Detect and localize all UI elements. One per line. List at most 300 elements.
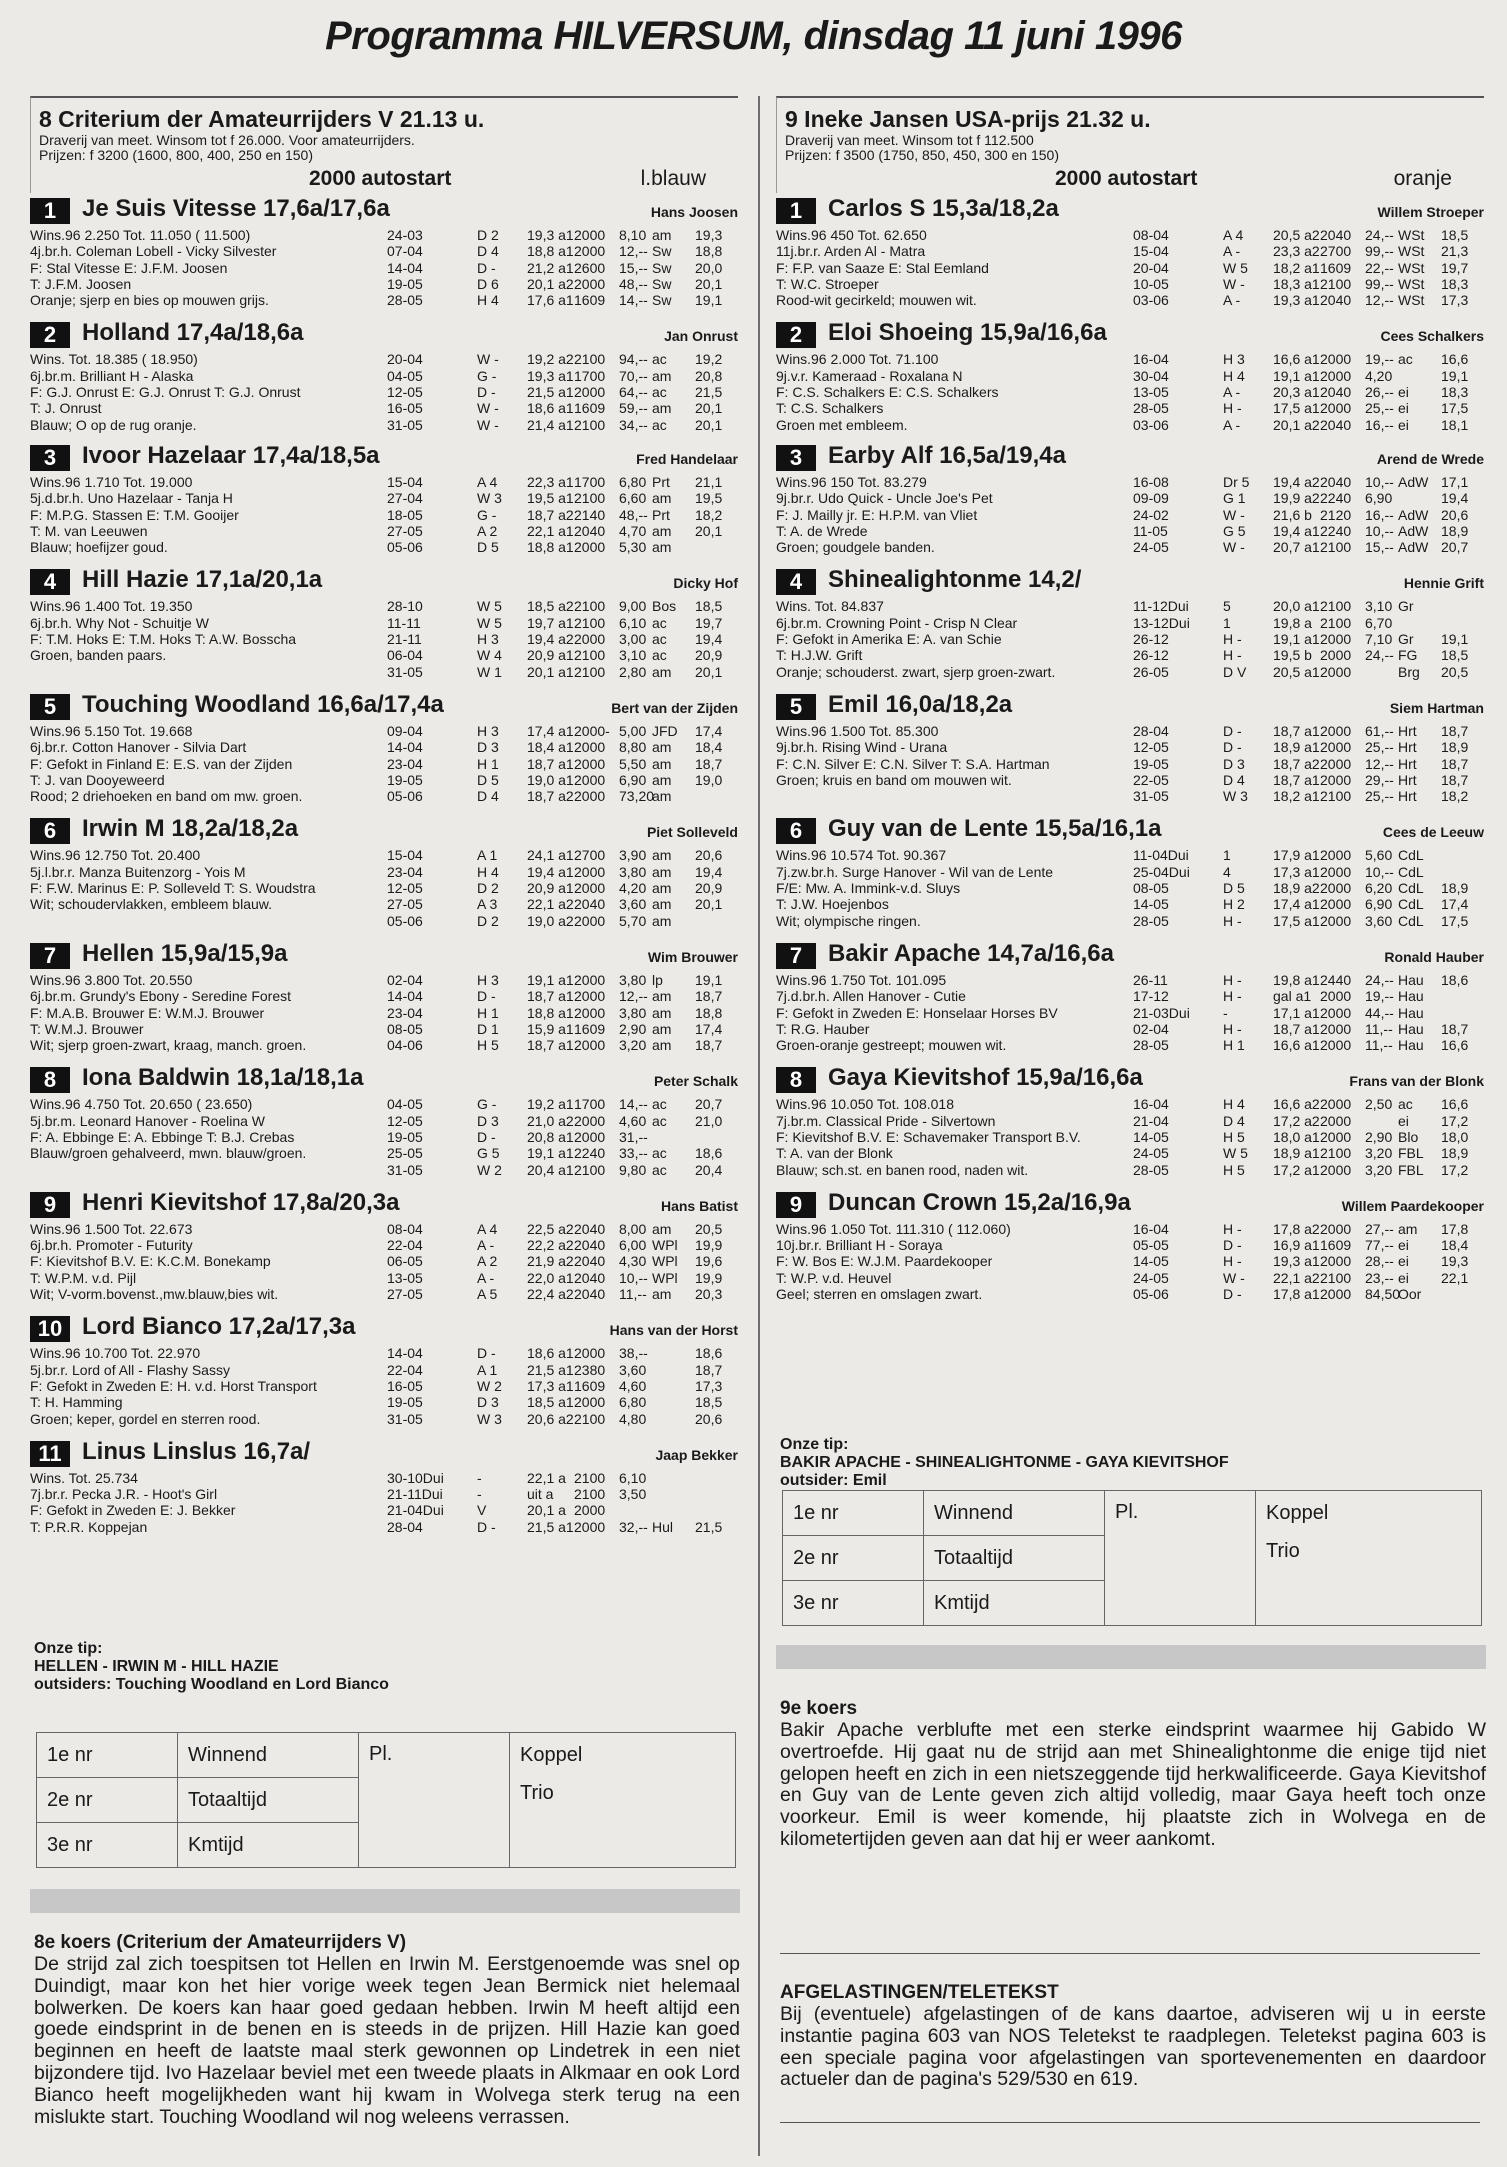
form-cell: 3,80: [619, 971, 647, 988]
race-8-column: [30, 96, 738, 1535]
form-cell: 2000-: [574, 722, 610, 739]
form-cell: 31-05: [387, 1410, 423, 1427]
form-cell: 09-09: [1133, 490, 1169, 507]
form-row: [387, 1502, 738, 1518]
form-row: [387, 368, 738, 384]
essay-title: 8e koers (Criterium der Amateurrijders V): [34, 1932, 407, 1953]
form-cell: 16,6 a1: [1273, 351, 1320, 368]
info-line: Groen; kruis en band om mouwen wit.: [776, 771, 1012, 788]
horse-entry: [30, 319, 738, 432]
form-cell: D 3: [1223, 755, 1245, 772]
form-cell: 18,9 a2: [1273, 880, 1320, 897]
form-row: [1133, 1253, 1484, 1269]
form-cell: 18-05: [387, 506, 423, 523]
form-cell: WPl: [652, 1253, 678, 1270]
form-cell: 12,--: [1365, 755, 1394, 772]
form-cell: 18,2 a1: [1273, 788, 1320, 805]
driver-name: Bert van der Zijden: [611, 699, 738, 716]
form-row: [1133, 972, 1484, 988]
form-cell: H -: [1223, 1020, 1242, 1037]
cell-kmtijd: Kmtijd: [178, 1823, 359, 1868]
form-cell: A -: [477, 1269, 495, 1286]
form-cell: H -: [1223, 1220, 1242, 1237]
form-row: [387, 384, 738, 400]
form-table: [1133, 351, 1484, 432]
form-cell: H -: [1223, 647, 1242, 664]
form-cell: 19,4: [695, 631, 723, 648]
form-cell: 19,0 a2: [527, 912, 574, 929]
form-cell: ac: [652, 1161, 667, 1178]
form-cell: H -: [1223, 631, 1242, 648]
form-row: [387, 292, 738, 308]
form-cell: 3,20: [1365, 1145, 1393, 1162]
form-cell: ac: [652, 1096, 667, 1113]
cell-pl: Pl.: [359, 1733, 510, 1868]
form-cell: 2700: [1320, 243, 1352, 260]
form-cell: 2440: [1320, 971, 1352, 988]
form-cell: 31-05: [387, 1161, 423, 1178]
driver-name: Siem Hartman: [1389, 699, 1484, 716]
form-cell: 33,--: [619, 1145, 648, 1162]
form-cell: 15-04: [387, 847, 423, 864]
column-divider: [758, 96, 760, 2156]
info-line: F: Gefokt in Zweden E: Honselaar Horses BV: [776, 1004, 1058, 1021]
cell-trio: Trio: [1256, 1536, 1482, 1626]
form-cell: 6,00: [619, 1237, 647, 1254]
form-cell: 5,50: [619, 755, 647, 772]
form-cell: 1700: [574, 367, 606, 384]
form-cell: 2000: [1320, 1286, 1352, 1303]
info-line: Wit; olympische ringen.: [776, 912, 921, 929]
cell-3e-nr: 3e nr: [37, 1823, 178, 1868]
form-cell: D 6: [477, 275, 499, 292]
form-cell: 25,--: [1365, 400, 1394, 417]
horse-info: [776, 1221, 1136, 1302]
horse-entry: [776, 1189, 1484, 1302]
form-cell: 23-04: [387, 755, 423, 772]
form-cell: H 4: [477, 292, 499, 309]
cancellation-notice: [780, 1982, 1486, 2091]
race-conditions: Draverij van meet. Winsom tot f 112.500: [785, 132, 1034, 148]
form-cell: 2040: [574, 896, 606, 913]
form-cell: D -: [477, 1518, 496, 1535]
start-number-badge: 1: [30, 198, 70, 224]
form-cell: 13-12Dui: [1133, 614, 1190, 631]
form-cell: 16-04: [1133, 351, 1169, 368]
form-cell: 18,3: [1441, 275, 1469, 292]
form-cell: 16,--: [1365, 506, 1394, 523]
form-cell: D -: [477, 384, 496, 401]
form-row: [1133, 1237, 1484, 1253]
form-cell: 3,20: [619, 1037, 647, 1054]
form-cell: W 5: [477, 614, 502, 631]
form-cell: 3,50: [619, 1486, 647, 1503]
form-cell: W 5: [1223, 1145, 1248, 1162]
form-cell: 18,4: [1441, 1237, 1469, 1254]
form-cell: W 2: [477, 1161, 502, 1178]
form-cell: am: [652, 1286, 672, 1303]
form-cell: 21,5 a1: [527, 384, 574, 401]
info-line: T: H. Hamming: [30, 1394, 123, 1411]
form-row: [387, 913, 738, 929]
form-row: [1133, 772, 1484, 788]
form-cell: Sw: [652, 275, 672, 292]
start-number-badge: 5: [30, 694, 70, 720]
form-cell: 18,6: [1441, 971, 1469, 988]
horse-info: [30, 474, 390, 555]
cell-totaaltijd: Totaaltijd: [178, 1778, 359, 1823]
form-table: [1133, 723, 1484, 804]
form-row: [1133, 227, 1484, 243]
horse-name: Touching Woodland 16,6a/17,4a: [82, 690, 444, 718]
form-cell: 2000: [574, 912, 606, 929]
form-cell: D -: [477, 259, 496, 276]
form-cell: 18,9: [1441, 880, 1469, 897]
form-cell: 2000: [1320, 771, 1352, 788]
info-line: Groen; goudgele banden.: [776, 539, 935, 556]
form-cell: 99,--: [1365, 243, 1394, 260]
form-cell: 19,5 b: [1273, 647, 1312, 664]
form-row: [1133, 788, 1484, 804]
form-table: [1133, 847, 1484, 928]
form-table: [387, 1221, 738, 1302]
form-cell: 19,2 a2: [527, 351, 574, 368]
form-cell: 24-05: [1133, 1269, 1169, 1286]
form-cell: Sw: [652, 259, 672, 276]
form-cell: 02-04: [387, 971, 423, 988]
form-cell: AdW: [1398, 506, 1429, 523]
form-cell: 5,70: [619, 912, 647, 929]
form-cell: 19-05: [387, 1128, 423, 1145]
form-cell: 19,1 a1: [1273, 367, 1320, 384]
form-cell: H 4: [1223, 367, 1245, 384]
form-cell: 12,--: [619, 243, 648, 260]
form-cell: 64,--: [619, 384, 648, 401]
form-cell: 32,--: [619, 1518, 648, 1535]
info-line: Wins.96 12.750 Tot. 20.400: [30, 847, 201, 864]
form-cell: 2000: [574, 631, 606, 648]
form-cell: 20,9 a1: [527, 880, 574, 897]
form-row: [387, 864, 738, 880]
essay-block: [780, 1698, 1486, 1851]
info-line: F: C.N. Silver E: C.N. Silver T: S.A. Hartman: [776, 755, 1050, 772]
form-cell: 8,00: [619, 1220, 647, 1237]
horse-name: Shinealightonme 14,2/: [828, 566, 1082, 594]
form-cell: 17,2: [1441, 1161, 1469, 1178]
info-line: 6j.br.r. Cotton Hanover - Silvia Dart: [30, 739, 247, 756]
info-line: F: W. Bos E: W.J.M. Paardekooper: [776, 1253, 993, 1270]
form-row: [387, 507, 738, 523]
form-cell: 21,0: [695, 1112, 723, 1129]
form-cell: 18,6: [695, 1345, 723, 1362]
form-cell: WSt: [1398, 259, 1425, 276]
form-cell: 22,4 a2: [527, 1286, 574, 1303]
form-cell: 9,80: [619, 1161, 647, 1178]
form-cell: 48,--: [619, 275, 648, 292]
form-cell: 19,9: [695, 1237, 723, 1254]
horse-name: Duncan Crown 15,2a/16,9a: [828, 1188, 1131, 1216]
form-cell: 70,--: [619, 367, 648, 384]
form-cell: 44,--: [1365, 1004, 1394, 1021]
form-cell: ac: [1398, 1096, 1413, 1113]
form-cell: 2000: [1320, 912, 1352, 929]
form-row: [387, 1237, 738, 1253]
driver-name: Dicky Hof: [673, 575, 738, 592]
driver-name: Peter Schalk: [653, 1073, 738, 1090]
form-cell: 02-04: [1133, 1020, 1169, 1037]
info-line: Rood; 2 driehoeken en band om mw. groen.: [30, 788, 303, 805]
form-cell: 11,--: [619, 1286, 647, 1303]
form-cell: 27-05: [387, 896, 423, 913]
form-cell: 2000: [1320, 755, 1352, 772]
info-line: T: W.C. Stroeper: [776, 275, 879, 292]
form-cell: ei: [1398, 1253, 1409, 1270]
form-cell: 15,9 a1: [527, 1020, 574, 1037]
form-cell: A 1: [477, 1361, 498, 1378]
form-row: [387, 1470, 738, 1486]
form-table: [1133, 972, 1484, 1053]
form-cell: 6,90: [1365, 490, 1393, 507]
form-row: [387, 880, 738, 896]
form-cell: H 4: [477, 863, 499, 880]
form-cell: 14-04: [387, 259, 423, 276]
horse-info: [776, 847, 1136, 928]
info-line: Wins.96 1.400 Tot. 19.350: [30, 598, 193, 615]
form-cell: 22,1 a2: [527, 896, 574, 913]
form-cell: 2000: [574, 539, 606, 556]
info-line: Wit; V-vorm.bovenst.,mw.blauw,bies wit.: [30, 1286, 279, 1303]
form-cell: W 3: [1223, 788, 1248, 805]
form-cell: 27-05: [387, 522, 423, 539]
form-cell: 15,--: [619, 259, 648, 276]
form-cell: 19,2 a1: [527, 1096, 574, 1113]
form-cell: A 1: [477, 847, 498, 864]
form-cell: 20,8 a1: [527, 1128, 574, 1145]
form-cell: 05-06: [1133, 1286, 1169, 1303]
start-number-badge: 2: [776, 322, 816, 348]
info-line: Groen met embleem.: [776, 416, 908, 433]
form-cell: 19,3 a1: [527, 227, 574, 243]
form-cell: 30-10Dui: [387, 1469, 444, 1486]
form-cell: 19,3: [695, 227, 723, 243]
horse-list: [30, 195, 738, 1535]
horse-info: [30, 1470, 390, 1535]
horse-info: [776, 1096, 1136, 1177]
race-colour: oranje: [1393, 167, 1452, 190]
form-cell: 26-12: [1133, 631, 1169, 648]
form-cell: 4,70: [619, 522, 647, 539]
form-cell: 18,7: [1441, 755, 1469, 772]
form-cell: 28-10: [387, 598, 423, 615]
form-cell: D -: [477, 1345, 496, 1362]
form-row: [1133, 847, 1484, 863]
form-cell: 19,3 a1: [527, 367, 574, 384]
info-line: F: Stal Vitesse E: J.F.M. Joosen: [30, 259, 228, 276]
form-cell: 28-05: [1133, 400, 1169, 417]
form-cell: 20,6: [1441, 506, 1469, 523]
info-line: Wins.96 1.500 Tot. 85.300: [776, 722, 939, 739]
info-line: 6j.br.h. Why Not - Schuitje W: [30, 614, 209, 631]
form-cell: 25-04Dui: [1133, 863, 1190, 880]
form-table: [387, 598, 738, 679]
form-row: [1133, 351, 1484, 367]
form-cell: 20,7: [695, 1096, 723, 1113]
form-cell: 28-04: [387, 1518, 423, 1535]
form-cell: 2000: [574, 275, 606, 292]
form-cell: 18,2 a1: [1273, 259, 1320, 276]
info-line: 9j.br.r. Udo Quick - Uncle Joe's Pet: [776, 490, 993, 507]
notice-title: AFGELASTINGEN/TELETEKST: [780, 1982, 1059, 2003]
form-cell: 21-11Dui: [387, 1486, 443, 1503]
start-number-badge: 8: [776, 1067, 816, 1093]
form-cell: CdL: [1398, 896, 1424, 913]
form-cell: 20,1: [695, 416, 723, 433]
form-cell: 31-05: [387, 663, 423, 680]
form-cell: 11-05: [1133, 522, 1168, 539]
start-number-badge: 2: [30, 322, 70, 348]
form-cell: AdW: [1398, 522, 1429, 539]
tip-heading: Onze tip:: [780, 1436, 849, 1453]
form-cell: 17,8: [1441, 1220, 1469, 1237]
form-cell: 16,6 a2: [1273, 1096, 1320, 1113]
form-cell: 6,70: [1365, 614, 1393, 631]
form-cell: 18,4: [695, 739, 723, 756]
info-line: T: R.G. Hauber: [776, 1020, 870, 1037]
form-cell: 6,80: [619, 473, 647, 490]
form-cell: 16,6: [1441, 1037, 1469, 1054]
form-cell: 18,7 a1: [527, 1037, 574, 1054]
form-cell: 19,7 a1: [527, 614, 574, 631]
form-cell: 11-04Dui: [1133, 847, 1189, 864]
form-cell: 14-04: [387, 1345, 423, 1362]
horse-name: Guy van de Lente 15,5a/16,1a: [828, 815, 1162, 843]
form-cell: 24-03: [387, 227, 423, 243]
form-cell: 20,9: [695, 880, 723, 897]
form-cell: AdW: [1398, 539, 1429, 556]
form-cell: 19,--: [1365, 988, 1394, 1005]
driver-name: Willem Paardekooper: [1341, 1197, 1484, 1214]
horse-entry: [30, 691, 738, 804]
form-cell: 2,50: [1365, 1096, 1393, 1113]
form-cell: 18,0 a1: [1273, 1128, 1320, 1145]
horse-info: [30, 1221, 390, 1302]
form-cell: 06-04: [387, 647, 423, 664]
cell-pl: Pl.: [1105, 1491, 1256, 1626]
info-line: 7j.br.r. Pecka J.R. - Hoot's Girl: [30, 1486, 218, 1503]
form-cell: 20,6: [695, 847, 723, 864]
form-cell: 11-12Dui: [1133, 598, 1189, 615]
form-cell: 22-05: [1133, 771, 1169, 788]
page-title: Programma HILVERSUM, dinsdag 11 juni 1996: [325, 14, 1182, 58]
form-row: [387, 227, 738, 243]
form-row: [387, 1162, 738, 1178]
form-cell: A -: [1223, 384, 1241, 401]
form-cell: 3,10: [1365, 598, 1393, 615]
form-cell: 17,5: [1441, 400, 1469, 417]
form-row: [387, 1129, 738, 1145]
info-line: 5j.br.r. Lord of All - Flashy Sassy: [30, 1361, 230, 1378]
form-cell: 13-05: [1133, 384, 1169, 401]
form-row: [387, 1362, 738, 1378]
form-cell: 26,--: [1365, 384, 1394, 401]
form-cell: 2000: [1320, 880, 1352, 897]
driver-name: Jaap Bekker: [655, 1446, 738, 1463]
form-cell: D 4: [1223, 771, 1245, 788]
form-cell: 17,3: [695, 1377, 723, 1394]
form-cell: 2240: [1320, 522, 1352, 539]
form-cell: ac: [652, 351, 667, 368]
form-cell: W -: [1223, 506, 1245, 523]
start-number-badge: 6: [30, 818, 70, 844]
form-cell: 19,1: [1441, 367, 1469, 384]
form-cell: 21,1: [695, 473, 723, 490]
form-cell: 18,8 a1: [527, 539, 574, 556]
driver-name: Hans Batist: [660, 1197, 738, 1214]
form-cell: H -: [1223, 1253, 1242, 1270]
form-row: [387, 1221, 738, 1237]
form-cell: 18,9 a1: [1273, 739, 1320, 756]
horse-entry: [776, 1064, 1484, 1177]
horse-info: [30, 598, 390, 679]
info-line: Wins. Tot. 84.837: [776, 598, 884, 615]
form-cell: 20-04: [1133, 259, 1169, 276]
race-prizes: Prijzen: f 3500 (1750, 850, 450, 300 en 150): [785, 147, 1059, 163]
form-cell: 18,6: [695, 1145, 723, 1162]
cell-kmtijd: Kmtijd: [924, 1581, 1105, 1626]
form-cell: W -: [477, 351, 499, 368]
form-cell: 21,5: [695, 1518, 723, 1535]
form-cell: 2000: [574, 1037, 606, 1054]
info-line: F: Gefokt in Zweden E: H. v.d. Horst Transport: [30, 1377, 317, 1394]
form-cell: G -: [477, 367, 497, 384]
form-cell: 18,7: [695, 988, 723, 1005]
form-cell: D 5: [477, 539, 499, 556]
form-cell: 2000: [1320, 863, 1352, 880]
form-cell: 1: [1223, 614, 1231, 631]
form-row: [1133, 864, 1484, 880]
form-cell: 18,7: [1441, 1020, 1469, 1037]
form-cell: 19,2: [695, 351, 723, 368]
form-cell: 18,3 a1: [1273, 275, 1320, 292]
form-cell: V: [477, 1502, 487, 1519]
form-table: [387, 847, 738, 928]
form-cell: ac: [652, 384, 667, 401]
form-cell: Hau: [1398, 1004, 1424, 1021]
form-cell: G -: [477, 506, 497, 523]
form-cell: 2000: [1320, 988, 1352, 1005]
form-cell: 15,--: [1365, 539, 1394, 556]
form-cell: 21,2 a1: [527, 259, 574, 276]
form-cell: 04-06: [387, 1037, 423, 1054]
horse-entry: [776, 442, 1484, 555]
horse-entry: [776, 195, 1484, 308]
horse-name: Holland 17,4a/18,6a: [82, 319, 304, 347]
form-cell: -: [477, 1469, 482, 1486]
form-cell: 18,5 a1: [527, 1394, 574, 1411]
form-cell: 04-05: [387, 1096, 423, 1113]
driver-name: Cees Schalkers: [1380, 328, 1484, 345]
form-cell: 19,5: [695, 490, 723, 507]
form-cell: 09-04: [387, 722, 423, 739]
horse-entry: [776, 566, 1484, 679]
form-cell: am: [652, 847, 672, 864]
start-number-badge: 11: [30, 1441, 70, 1467]
form-row: [1133, 896, 1484, 912]
form-cell: 18,7 a1: [1273, 1020, 1320, 1037]
form-cell: D 2: [477, 880, 499, 897]
form-cell: 1609: [574, 292, 606, 309]
form-cell: Hau: [1398, 1020, 1424, 1037]
